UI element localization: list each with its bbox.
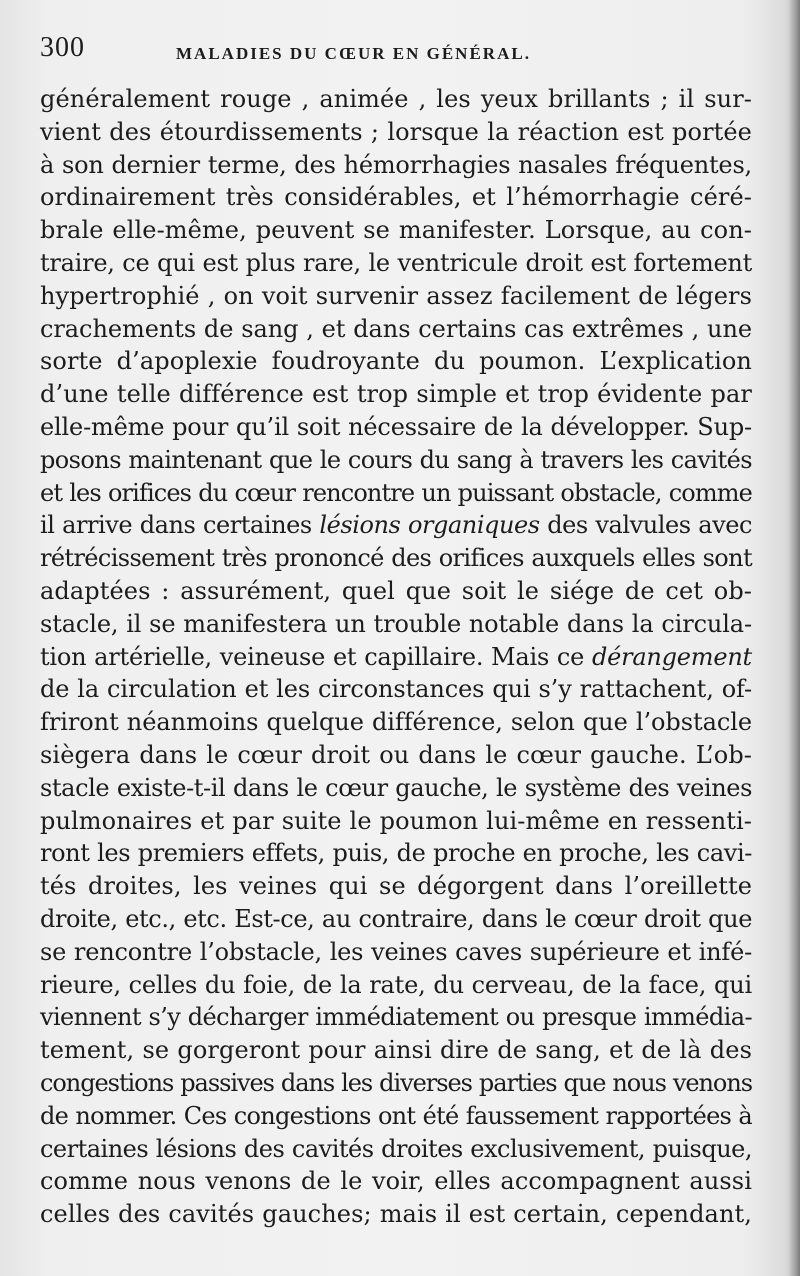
body-text <box>40 83 752 1231</box>
text-line: sorte d’apoplexie foudroyante du poumon. L’explication <box>40 347 752 376</box>
text-line: congestions passives dans les diverses parties que nous venons <box>40 1068 752 1097</box>
text-line: tés droites, les veines qui se dégorgent dans l’oreillette <box>40 872 752 901</box>
text-line: rieure, celles du foie, de la rate, du cerveau, de la face, qui <box>40 970 752 999</box>
text-line: d’une telle différence est trop simple et trop évidente par <box>40 380 752 409</box>
text-line <box>40 641 752 674</box>
text-line: à son dernier terme, des hémorrhagies nasales fréquentes, <box>40 150 752 179</box>
text-segment: il arrive dans certaines <box>40 511 320 540</box>
text-line: se rencontre l’obstacle, les veines caves supérieure et infé- <box>40 937 752 966</box>
text-line: siègera dans le cœur droit ou dans le cœur gauche. L’ob- <box>40 740 752 769</box>
text-line: crachements de sang , et dans certains cas extrêmes , une <box>40 314 752 343</box>
text-line: ordinairement très considérables, et l’hémorrhagie céré- <box>40 183 752 212</box>
text-line: viennent s’y décharger immédiatement ou presque immédia- <box>40 1003 752 1032</box>
text-line: hypertrophié , on voit survenir assez facilement de légers <box>40 281 752 310</box>
text-line: stacle existe-t-il dans le cœur gauche, le système des veines <box>40 773 752 802</box>
text-line: rétrécissement très prononcé des orifices auxquels elles sont <box>40 544 752 573</box>
text-line: certaines lésions des cavités droites exclusivement, puisque, <box>40 1134 752 1163</box>
text-line: généralement rouge , animée , les yeux brillants ; il sur- <box>40 85 752 113</box>
text-segment: tion artérielle, veineuse et capillaire. Mais ce <box>40 642 592 671</box>
text-line <box>40 509 752 542</box>
text-line: elle-même pour qu’il soit nécessaire de la développer. Sup- <box>40 412 752 441</box>
text-line: ront les premiers effets, puis, de proche en proche, les cavi- <box>40 839 752 868</box>
text-line: de la circulation et les circonstances qui s’y rattachent, of- <box>40 675 752 704</box>
text-segment: des valvules avec <box>539 511 752 540</box>
text-line: de nommer. Ces congestions ont été faussement rapportées à <box>40 1101 752 1130</box>
text-line: pulmonaires et par suite le poumon lui-même en ressenti- <box>40 806 752 835</box>
text-line: et les orifices du cœur rencontre un puissant obstacle, comme <box>40 478 752 507</box>
text-line: adaptées : assurément, quel que soit le siége de cet ob- <box>40 576 752 605</box>
text-line: stacle, il se manifestera un trouble notable dans la circula- <box>40 609 752 638</box>
text-line: tement, se gorgeront pour ainsi dire de sang, et de là des <box>40 1036 752 1065</box>
text-line: vient des étourdissements ; lorsque la réaction est portée <box>40 117 752 146</box>
text-line: posons maintenant que le cours du sang à travers les cavités <box>40 445 752 474</box>
text-line: traire, ce qui est plus rare, le ventricule droit est fortement <box>40 248 752 277</box>
text-line: droite, etc., etc. Est-ce, au contraire, dans le cœur droit que <box>40 904 752 933</box>
text-line: brale elle-même, peuvent se manifester. Lorsque, au con- <box>40 216 752 245</box>
italic-phrase: lésions organiques <box>319 511 540 540</box>
text-line: friront néanmoins quelque différence, selon que l’obstacle <box>40 708 752 737</box>
page-number: 300 <box>40 32 85 63</box>
page-header <box>40 30 745 70</box>
text-line: comme nous venons de le voir, elles accompagnent aussi <box>40 1167 752 1196</box>
running-head: MALADIES DU CŒUR EN GÉNÉRAL. <box>176 44 531 63</box>
italic-phrase: dérangement <box>591 642 752 671</box>
text-line: celles des cavités gauches; mais il est certain, cependant, <box>40 1200 752 1229</box>
